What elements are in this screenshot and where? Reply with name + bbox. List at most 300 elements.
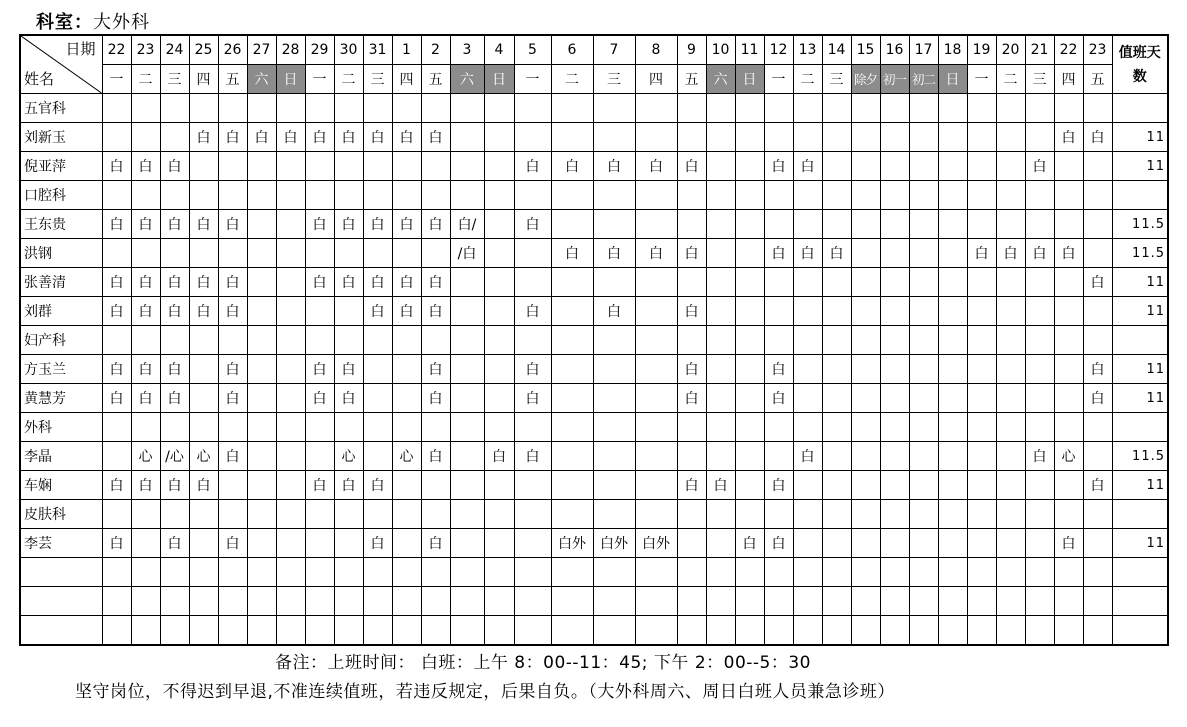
shift-cell	[677, 123, 706, 152]
row-name	[20, 558, 102, 587]
weekday-header: 四	[392, 65, 421, 94]
shift-cell	[484, 471, 514, 500]
date-header: 23	[1083, 35, 1112, 65]
shift-cell	[938, 123, 967, 152]
shift-cell	[764, 297, 793, 326]
shift-cell	[247, 616, 276, 646]
shift-cell: 白	[392, 123, 421, 152]
shift-cell	[851, 384, 880, 413]
shift-cell	[1083, 616, 1112, 646]
shift-cell	[484, 326, 514, 355]
shift-cell	[593, 268, 635, 297]
shift-cell	[514, 94, 551, 123]
shift-cell	[131, 413, 160, 442]
shift-cell: 白	[160, 384, 189, 413]
shift-cell: 白	[305, 355, 334, 384]
shift-cell	[593, 326, 635, 355]
shift-cell	[996, 500, 1025, 529]
weekday-header: 三	[1025, 65, 1054, 94]
shift-cell: 白	[305, 384, 334, 413]
shift-cell	[822, 210, 851, 239]
shift-cell	[793, 384, 822, 413]
shift-cell	[247, 239, 276, 268]
shift-cell	[1025, 413, 1054, 442]
shift-cell	[551, 123, 593, 152]
shift-cell	[484, 181, 514, 210]
shift-cell	[247, 355, 276, 384]
shift-cell: 白	[793, 442, 822, 471]
shift-cell	[822, 94, 851, 123]
shift-cell	[706, 297, 735, 326]
shift-cell	[450, 123, 484, 152]
date-header: 7	[593, 35, 635, 65]
duty-total	[1112, 326, 1168, 355]
shift-cell	[514, 268, 551, 297]
shift-cell	[764, 413, 793, 442]
weekday-header: 四	[1054, 65, 1083, 94]
shift-cell	[593, 471, 635, 500]
shift-cell: 白	[276, 123, 305, 152]
shift-cell: 白	[305, 210, 334, 239]
shift-cell	[102, 181, 131, 210]
shift-cell	[635, 500, 677, 529]
shift-cell	[247, 94, 276, 123]
duty-total: 11	[1112, 471, 1168, 500]
shift-cell	[551, 94, 593, 123]
weekday-header: 四	[635, 65, 677, 94]
table-row	[20, 123, 1168, 152]
shift-cell	[880, 587, 909, 616]
shift-cell	[102, 123, 131, 152]
shift-cell: 白	[764, 355, 793, 384]
shift-cell	[851, 558, 880, 587]
shift-cell	[909, 442, 938, 471]
shift-cell	[392, 239, 421, 268]
shift-cell	[334, 558, 363, 587]
shift-cell	[218, 152, 247, 181]
shift-cell	[276, 413, 305, 442]
shift-cell: 白	[822, 239, 851, 268]
shift-cell: 白	[102, 297, 131, 326]
shift-cell	[421, 587, 450, 616]
shift-cell	[909, 616, 938, 646]
shift-cell: 白	[1025, 152, 1054, 181]
shift-cell	[334, 529, 363, 558]
shift-cell	[247, 587, 276, 616]
shift-cell	[851, 239, 880, 268]
shift-cell	[909, 500, 938, 529]
shift-cell	[1025, 297, 1054, 326]
shift-cell	[247, 558, 276, 587]
shift-cell	[1083, 152, 1112, 181]
shift-cell	[764, 94, 793, 123]
shift-cell	[967, 210, 996, 239]
shift-cell	[1025, 587, 1054, 616]
shift-cell	[822, 297, 851, 326]
shift-cell	[593, 210, 635, 239]
shift-cell	[635, 210, 677, 239]
shift-cell: 白/	[450, 210, 484, 239]
corner-date-label: 日期	[65, 40, 96, 58]
shift-cell	[334, 587, 363, 616]
shift-cell	[635, 413, 677, 442]
shift-cell	[635, 297, 677, 326]
shift-cell	[247, 210, 276, 239]
shift-cell	[189, 558, 218, 587]
shift-cell: 白	[363, 471, 392, 500]
shift-cell	[967, 326, 996, 355]
shift-cell	[938, 268, 967, 297]
shift-cell	[880, 558, 909, 587]
shift-cell	[593, 442, 635, 471]
shift-cell	[822, 413, 851, 442]
shift-cell	[131, 587, 160, 616]
duty-total: 11	[1112, 268, 1168, 297]
shift-cell: 白	[1083, 384, 1112, 413]
shift-cell	[706, 587, 735, 616]
shift-cell	[909, 297, 938, 326]
shift-cell: 白	[218, 529, 247, 558]
table-row	[20, 297, 1168, 326]
duty-total	[1112, 587, 1168, 616]
shift-cell	[551, 587, 593, 616]
shift-cell	[392, 616, 421, 646]
shift-cell: 白	[160, 471, 189, 500]
shift-cell	[247, 471, 276, 500]
shift-cell	[247, 413, 276, 442]
table-row	[20, 210, 1168, 239]
shift-cell	[996, 442, 1025, 471]
table-row	[20, 181, 1168, 210]
date-header: 24	[160, 35, 189, 65]
shift-cell	[996, 297, 1025, 326]
shift-cell	[131, 500, 160, 529]
shift-cell	[880, 239, 909, 268]
shift-cell: 白	[1083, 355, 1112, 384]
shift-cell	[218, 558, 247, 587]
shift-cell: 白	[635, 152, 677, 181]
shift-cell	[677, 94, 706, 123]
shift-cell	[305, 239, 334, 268]
shift-cell	[938, 297, 967, 326]
shift-cell: 白	[131, 471, 160, 500]
shift-cell	[102, 500, 131, 529]
shift-cell	[131, 181, 160, 210]
shift-cell	[392, 587, 421, 616]
date-header: 21	[1025, 35, 1054, 65]
shift-cell	[593, 500, 635, 529]
shift-cell	[334, 413, 363, 442]
shift-cell	[276, 471, 305, 500]
shift-cell	[160, 500, 189, 529]
shift-cell	[421, 471, 450, 500]
shift-cell	[247, 152, 276, 181]
shift-cell	[677, 558, 706, 587]
shift-cell	[247, 500, 276, 529]
shift-cell	[909, 268, 938, 297]
shift-cell	[851, 413, 880, 442]
shift-cell	[938, 355, 967, 384]
shift-cell: 白	[593, 297, 635, 326]
shift-cell	[1083, 442, 1112, 471]
shift-cell	[363, 587, 392, 616]
duty-total	[1112, 413, 1168, 442]
shift-cell	[706, 123, 735, 152]
shift-cell: 心	[189, 442, 218, 471]
shift-cell	[551, 558, 593, 587]
shift-cell: 白	[102, 355, 131, 384]
shift-cell	[880, 94, 909, 123]
date-header: 25	[189, 35, 218, 65]
shift-cell: 白	[421, 268, 450, 297]
shift-cell	[996, 181, 1025, 210]
shift-cell	[996, 355, 1025, 384]
shift-cell	[514, 326, 551, 355]
weekday-header: 一	[514, 65, 551, 94]
duty-total: 11	[1112, 152, 1168, 181]
shift-cell	[706, 152, 735, 181]
shift-cell	[363, 355, 392, 384]
row-name: 五官科	[20, 94, 102, 123]
shift-cell	[484, 616, 514, 646]
shift-cell: 心	[392, 442, 421, 471]
shift-cell	[938, 616, 967, 646]
shift-cell	[102, 239, 131, 268]
shift-cell	[706, 384, 735, 413]
shift-cell	[1025, 326, 1054, 355]
table-row	[20, 152, 1168, 181]
shift-cell	[938, 239, 967, 268]
shift-cell: 白	[514, 210, 551, 239]
shift-cell	[276, 268, 305, 297]
shift-cell: 白	[363, 210, 392, 239]
shift-cell	[706, 94, 735, 123]
department-value: 大外科	[93, 12, 150, 33]
shift-cell	[938, 529, 967, 558]
shift-cell	[996, 413, 1025, 442]
shift-cell	[880, 297, 909, 326]
shift-cell	[102, 326, 131, 355]
table-row	[20, 529, 1168, 558]
shift-cell	[551, 326, 593, 355]
table-row	[20, 471, 1168, 500]
shift-cell	[706, 181, 735, 210]
shift-cell	[967, 413, 996, 442]
duty-total: 11.5	[1112, 210, 1168, 239]
shift-cell	[851, 442, 880, 471]
shift-cell: 白	[334, 268, 363, 297]
date-header: 6	[551, 35, 593, 65]
date-header: 10	[706, 35, 735, 65]
shift-cell: 白	[218, 384, 247, 413]
shift-cell	[793, 529, 822, 558]
shift-cell: 白	[334, 384, 363, 413]
weekday-header: 日	[938, 65, 967, 94]
shift-cell	[938, 587, 967, 616]
shift-cell	[392, 152, 421, 181]
row-name	[20, 587, 102, 616]
row-name: 李晶	[20, 442, 102, 471]
empty-row	[20, 558, 1168, 587]
shift-cell	[938, 210, 967, 239]
shift-cell	[880, 210, 909, 239]
shift-cell	[218, 616, 247, 646]
shift-cell	[1054, 355, 1083, 384]
shift-cell	[450, 181, 484, 210]
shift-cell	[189, 152, 218, 181]
shift-cell	[484, 210, 514, 239]
shift-cell: 白	[484, 442, 514, 471]
shift-cell: 白	[218, 442, 247, 471]
shift-cell	[189, 181, 218, 210]
shift-cell	[334, 152, 363, 181]
shift-cell: 白	[392, 297, 421, 326]
shift-cell	[593, 355, 635, 384]
shift-cell	[450, 326, 484, 355]
shift-cell	[996, 152, 1025, 181]
date-header: 13	[793, 35, 822, 65]
shift-cell: 白	[706, 471, 735, 500]
date-header: 16	[880, 35, 909, 65]
shift-cell	[334, 239, 363, 268]
shift-cell: 白	[305, 123, 334, 152]
shift-cell	[764, 210, 793, 239]
shift-cell	[334, 181, 363, 210]
shift-cell: 白	[131, 268, 160, 297]
shift-cell	[450, 471, 484, 500]
date-header: 5	[514, 35, 551, 65]
shift-cell	[635, 94, 677, 123]
shift-cell	[967, 297, 996, 326]
shift-cell	[218, 587, 247, 616]
shift-cell	[421, 326, 450, 355]
weekday-header: 二	[996, 65, 1025, 94]
shift-cell	[706, 268, 735, 297]
shift-cell	[1083, 239, 1112, 268]
shift-cell: 白	[421, 384, 450, 413]
shift-cell	[822, 587, 851, 616]
shift-cell: 白	[1025, 239, 1054, 268]
shift-cell	[551, 500, 593, 529]
shift-cell	[276, 558, 305, 587]
shift-cell	[334, 297, 363, 326]
shift-cell	[1054, 181, 1083, 210]
shift-cell	[593, 123, 635, 152]
date-header: 17	[909, 35, 938, 65]
shift-cell	[967, 529, 996, 558]
shift-cell	[514, 471, 551, 500]
shift-cell	[880, 268, 909, 297]
weekday-header: 三	[160, 65, 189, 94]
shift-cell	[392, 384, 421, 413]
shift-cell	[938, 500, 967, 529]
shift-cell	[635, 471, 677, 500]
shift-cell	[909, 123, 938, 152]
shift-cell	[131, 529, 160, 558]
shift-cell	[551, 413, 593, 442]
header-row-weekdays	[20, 65, 1168, 94]
row-name: 刘群	[20, 297, 102, 326]
shift-cell	[938, 442, 967, 471]
date-header: 18	[938, 35, 967, 65]
shift-cell: 白	[677, 297, 706, 326]
shift-cell	[305, 326, 334, 355]
shift-cell: 白	[160, 210, 189, 239]
shift-cell	[102, 587, 131, 616]
shift-cell: 心	[334, 442, 363, 471]
shift-cell	[793, 413, 822, 442]
shift-cell	[793, 268, 822, 297]
table-row	[20, 94, 1168, 123]
weekday-header: 二	[334, 65, 363, 94]
table-row	[20, 413, 1168, 442]
shift-cell	[421, 239, 450, 268]
shift-cell	[334, 616, 363, 646]
shift-cell	[421, 94, 450, 123]
date-header: 15	[851, 35, 880, 65]
shift-cell: 白	[421, 529, 450, 558]
shift-cell	[131, 239, 160, 268]
shift-cell	[160, 558, 189, 587]
shift-cell	[1054, 210, 1083, 239]
shift-cell	[450, 500, 484, 529]
shift-cell	[305, 94, 334, 123]
shift-cell: 白	[160, 355, 189, 384]
shift-cell: 白	[764, 471, 793, 500]
shift-cell	[967, 123, 996, 152]
shift-cell	[793, 94, 822, 123]
shift-cell	[851, 152, 880, 181]
shift-cell	[880, 355, 909, 384]
shift-cell	[131, 616, 160, 646]
date-header: 20	[996, 35, 1025, 65]
shift-cell	[1025, 471, 1054, 500]
date-header: 26	[218, 35, 247, 65]
shift-cell	[392, 558, 421, 587]
shift-cell	[514, 558, 551, 587]
shift-cell	[909, 181, 938, 210]
shift-cell	[514, 529, 551, 558]
shift-cell	[706, 558, 735, 587]
duty-total: 11	[1112, 529, 1168, 558]
shift-cell: 白	[102, 268, 131, 297]
shift-cell	[635, 355, 677, 384]
header-corner	[20, 35, 102, 94]
shift-cell: 白	[677, 152, 706, 181]
weekday-header: 一	[764, 65, 793, 94]
shift-cell	[909, 529, 938, 558]
shift-cell	[822, 616, 851, 646]
shift-cell	[1025, 558, 1054, 587]
shift-cell	[764, 558, 793, 587]
row-name: 外科	[20, 413, 102, 442]
shift-cell	[851, 123, 880, 152]
shift-cell	[735, 326, 764, 355]
shift-cell	[851, 268, 880, 297]
weekday-header: 六	[450, 65, 484, 94]
weekday-header: 三	[822, 65, 851, 94]
shift-cell	[484, 123, 514, 152]
shift-cell	[160, 239, 189, 268]
shift-cell	[1083, 297, 1112, 326]
shift-cell	[880, 616, 909, 646]
shift-cell	[967, 442, 996, 471]
shift-cell: 白	[1054, 529, 1083, 558]
date-header: 22	[1054, 35, 1083, 65]
shift-cell	[484, 355, 514, 384]
shift-cell	[706, 355, 735, 384]
shift-cell	[593, 94, 635, 123]
